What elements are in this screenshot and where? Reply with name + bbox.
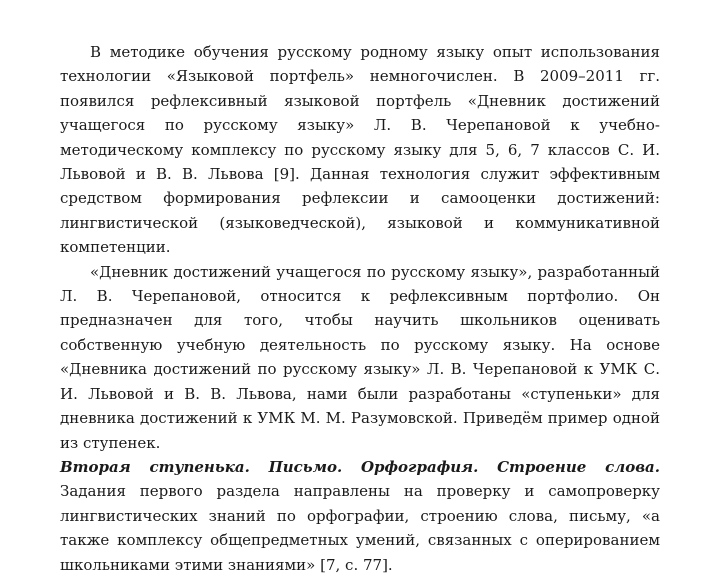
document-body <box>60 40 660 577</box>
paragraph-1: В методике обучения русскому родному языку опыт использования технологии «Языковой портфель» немногочислен. В 2009–2011 гг. появился рефлексивный языковой портфель «Дневник достижений учащегося по русскому языку» Л. В. Черепановой к учебно-методическому комплексу по русскому языку для 5, 6, 7 классов С. И. Львовой и В. В. Львова [9]. Данная технология служит эффективным средством формирования рефлексии и самооценки достижений: лингвистической (языковедческой), языковой и коммуникативной компетенции. <box>60 43 660 257</box>
paragraph-3 <box>60 455 660 577</box>
paragraph-3-text: Задания первого раздела направлены на проверку и самопроверку лингвистических знаний по орфографии, строению слова, письму, «а также комплексу общепредметных умений, связанных с оперированием школьниками этими знаниями» [7, с. 77]. <box>60 482 660 574</box>
paragraph-2: «Дневник достижений учащегося по русскому языку», разработанный Л. В. Черепановой, относится к рефлексивным портфолио. Он предназначен для того, чтобы научить школьников оценивать собственную учебную деятельность по русскому языку. На основе «Дневника достижений по русскому языку» Л. В. Черепановой к УМК С. И. Львовой и В. В. Львова, нами были разработаны «ступеньки» для дневника достижений к УМК М. М. Разумовской. Приведём пример одной из ступенек. <box>60 262 660 452</box>
paragraph-3-heading: Вторая ступенька. Письмо. Орфография. Строение слова. <box>60 457 660 476</box>
